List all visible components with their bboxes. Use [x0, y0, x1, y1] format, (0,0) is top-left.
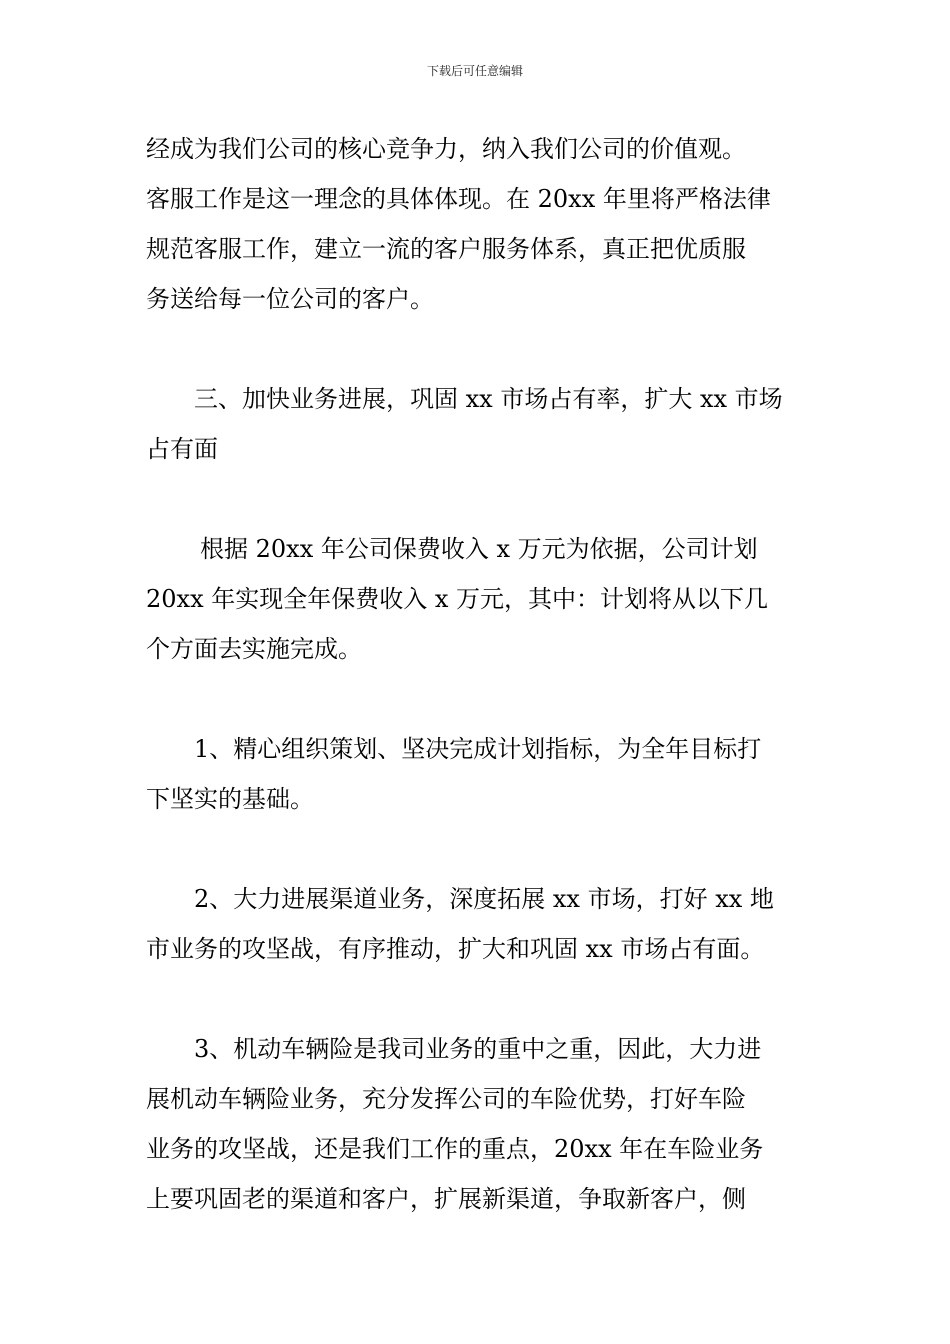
paragraph-gap — [146, 824, 810, 874]
section-heading-three — [146, 374, 810, 474]
text-line: 3、机动车辆险是我司业务的重中之重，因此，大力进 — [194, 1035, 762, 1063]
text-line: 1、精心组织策划、坚决完成计划指标，为全年目标打 — [194, 735, 762, 763]
text-line: 务送给每一位公司的客户。 — [146, 285, 434, 313]
text-line: 根据 20xx 年公司保费收入 x 万元为依据，公司计划 — [200, 535, 758, 563]
paragraph-customer-service — [146, 124, 810, 324]
text-line: 经成为我们公司的核心竞争力，纳入我们公司的价值观。 — [146, 135, 746, 163]
text-line: 上要巩固老的渠道和客户，扩展新渠道，争取新客户，侧 — [146, 1185, 746, 1213]
text-line: 规范客服工作，建立一流的客户服务体系，真正把优质服 — [146, 235, 746, 263]
text-line: 20xx 年实现全年保费收入 x 万元，其中：计划将从以下几 — [146, 585, 769, 613]
text-line: 展机动车辆险业务，充分发挥公司的车险优势，打好车险 — [146, 1085, 746, 1113]
paragraph-premium-plan — [146, 524, 810, 674]
page-header: 下载后可任意编辑 — [426, 64, 523, 78]
text-line: 业务的攻坚战，还是我们工作的重点，20xx 年在车险业务 — [146, 1135, 764, 1163]
text-line: 市业务的攻坚战，有序推动，扩大和巩固 xx 市场占有面。 — [146, 935, 765, 963]
paragraph-gap — [146, 324, 810, 374]
text-line: 客服工作是这一理念的具体体现。在 20xx 年里将严格法律 — [146, 185, 771, 213]
text-line: 2、大力进展渠道业务，深度拓展 xx 市场，打好 xx 地 — [194, 885, 774, 913]
text-line: 三、加快业务进展，巩固 xx 市场占有率，扩大 xx 市场 — [194, 385, 783, 413]
paragraph-gap — [146, 474, 810, 524]
document-body — [146, 124, 810, 1224]
list-item-2 — [146, 874, 810, 974]
list-item-1 — [146, 724, 810, 824]
paragraph-gap — [146, 974, 810, 1024]
text-line: 下坚实的基础。 — [146, 785, 314, 813]
text-line: 占有面 — [146, 435, 218, 463]
text-line: 个方面去实施完成。 — [146, 635, 362, 663]
paragraph-gap — [146, 674, 810, 724]
list-item-3 — [146, 1024, 810, 1224]
